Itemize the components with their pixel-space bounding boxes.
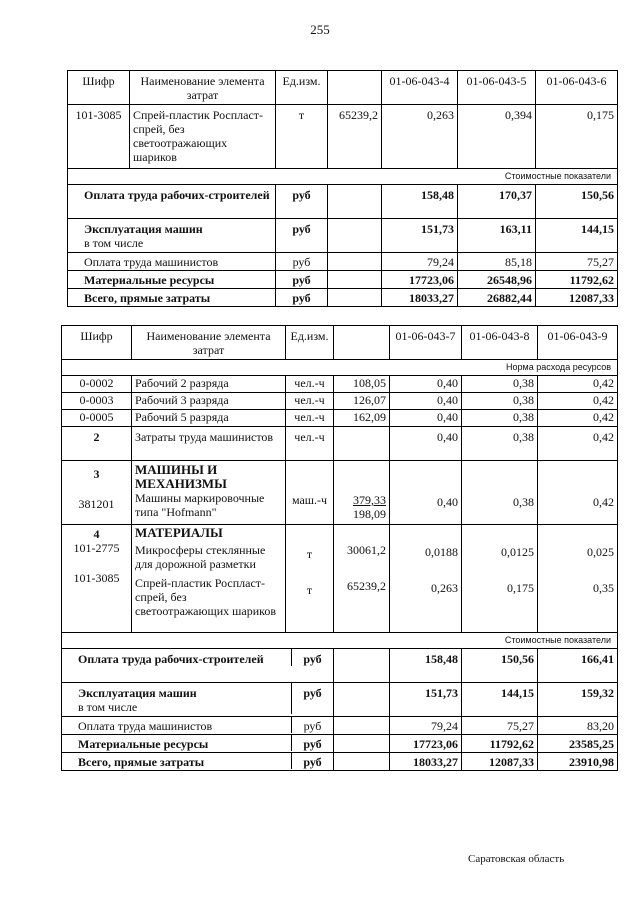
cost-value-3: 23585,25 [538,735,618,753]
cost-name: Эксплуатация машин [84,222,203,236]
table-row [62,393,618,410]
materials-unit-cell [286,525,334,633]
material-value-2: 0,0125 [501,545,534,559]
item-value-2: 0,394 [458,105,536,169]
cost-value-3: 83,20 [538,717,618,735]
labor-code: 2 [62,427,132,461]
machine-value-3: 0,42 [538,461,618,525]
cost-name: Оплата труда рабочих-строителей [68,185,276,219]
worker-name: Рабочий 2 разряда [132,376,286,393]
cost-unit: руб [291,649,333,666]
cost-name: Эксплуатация машин [78,686,197,700]
cost-name: Всего, прямые затраты [68,289,276,307]
table-row [62,427,618,461]
norm-section-header: Норма расхода ресурсов [62,360,618,376]
cost-value-1: 18033,27 [390,753,462,771]
materials-name-cell [132,525,286,633]
header-row [62,326,618,360]
empty-cell [328,289,382,307]
table-row [62,735,618,753]
materials-value-3-cell [538,525,618,633]
cost-value-1: 158,48 [390,649,462,683]
material-value-2: 0,175 [507,581,534,595]
header-unit: Ед.изм. [286,326,334,360]
materials-row [62,525,618,633]
worker-code: 0-0003 [62,393,132,410]
cost-value-1: 18033,27 [382,289,458,307]
cost-table-2 [61,325,618,771]
table-row [62,753,618,771]
cost-value-1: 79,24 [382,253,458,271]
empty-cell [328,185,382,219]
worker-code: 0-0002 [62,376,132,393]
norm-header-row [62,360,618,376]
header-name: Наименование элемента затрат [132,326,286,360]
header-code: Шифр [68,71,130,105]
cost-line [62,717,333,733]
empty-cell [334,753,390,771]
header-col-2: 01-06-043-8 [462,326,538,360]
material-value-1: 0,0188 [425,545,458,559]
material-unit: т [306,583,313,597]
labor-value-2: 0,38 [462,427,538,461]
cost-unit: руб [276,271,328,289]
item-value-1: 0,263 [382,105,458,169]
empty-cell [334,735,390,753]
header-col-1: 01-06-043-4 [382,71,458,105]
header-col-2: 01-06-043-5 [458,71,536,105]
machine-unit: маш.-ч [286,461,334,525]
material-value-1: 0,263 [431,581,458,595]
cost-value-3: 23910,98 [538,753,618,771]
cost-value-1: 17723,06 [382,271,458,289]
cost-value-2: 26548,96 [458,271,536,289]
table-row [62,649,618,683]
empty-cell [328,219,382,253]
cost-value-2: 170,37 [458,185,536,219]
material-name: Спрей-пластик Роспласт-спрей, без светоотражающих шариков [135,576,277,618]
cost-value-3: 166,41 [538,649,618,683]
cost-value-2: 163,11 [458,219,536,253]
cost-name-wrap [62,753,334,771]
cost-unit: руб [276,219,328,253]
cost-name: Всего, прямые затраты [78,755,205,769]
page-number: 255 [310,22,330,37]
worker-value-2: 0,38 [462,376,538,393]
cost-value-1: 79,24 [390,717,462,735]
cost-value-1: 158,48 [382,185,458,219]
machine-price-1: 379,33 [353,493,386,507]
cost-name-cell [68,219,276,253]
empty-cell [328,271,382,289]
cost-header-row [62,633,618,649]
machines-name-cell [132,461,286,525]
machines-code-cell [62,461,132,525]
material-value-3: 0,025 [587,545,614,559]
cost-unit: руб [276,185,328,219]
header-unit: Ед.изм. [276,71,328,105]
table-row [62,410,618,427]
machine-name: Машины маркировочные типа "Hofmann" [135,491,265,519]
cost-name-wrap [62,717,334,735]
item-code: 101-3085 [68,105,130,169]
table-row [62,717,618,735]
item-name: Спрей-пластик Роспласт-спрей, без светоотражающих шариков [130,105,276,169]
header-col-3: 01-06-043-6 [536,71,618,105]
cost-value-2: 26882,44 [458,289,536,307]
cost-value-3: 159,32 [538,683,618,717]
empty-cell [334,427,390,461]
materials-code-cell [62,525,132,633]
machine-price-cell [334,461,390,525]
material-code: 101-2775 [73,541,120,555]
table-row [62,683,618,717]
machine-price-2: 198,09 [353,507,386,521]
material-name: Микросферы стеклянные для дорожной разметки [135,543,266,571]
item-value-3: 0,175 [536,105,618,169]
worker-name: Рабочий 5 разряда [132,410,286,427]
materials-section-code: 4 [93,527,100,541]
header-row [68,71,618,105]
cost-line [62,735,333,751]
cost-value-2: 144,15 [462,683,538,717]
worker-unit: чел.-ч [286,376,334,393]
cost-name-sub: в том числе [84,236,144,250]
table-row [62,376,618,393]
cost-value-2: 11792,62 [462,735,538,753]
machines-section-code: 3 [93,467,100,481]
cost-value-1: 151,73 [382,219,458,253]
cost-unit: руб [291,717,333,733]
header-name: Наименование элемента затрат [130,71,276,105]
footer-region: Саратовская область [468,853,565,865]
worker-unit: чел.-ч [286,410,334,427]
worker-value-2: 0,38 [462,393,538,410]
cost-name: Материальные ресурсы [78,737,209,751]
cost-table-1 [67,70,618,307]
table-row [68,219,618,253]
cost-name-wrap [62,683,334,717]
cost-unit: руб [291,683,333,714]
worker-value-1: 0,40 [390,410,462,427]
worker-price: 126,07 [334,393,390,410]
cost-value-2: 85,18 [458,253,536,271]
machine-code: 381201 [78,497,115,511]
labor-unit: чел.-ч [286,427,334,461]
item-price: 65239,2 [328,105,382,169]
cost-name: Оплата труда машинистов [78,719,213,733]
header-price [334,326,390,360]
cost-value-3: 75,27 [536,253,618,271]
material-code: 101-3085 [73,571,120,585]
worker-name: Рабочий 3 разряда [132,393,286,410]
cost-name: Оплата труда рабочих-строителей [78,652,264,666]
materials-price-cell [334,525,390,633]
material-value-3: 0,35 [593,581,614,595]
worker-value-3: 0,42 [538,393,618,410]
header-price [328,71,382,105]
cost-name: Материальные ресурсы [68,271,276,289]
cost-name-wrap [62,735,334,753]
table-row [68,185,618,219]
table-row [68,271,618,289]
cost-value-3: 11792,62 [536,271,618,289]
empty-cell [334,683,390,717]
item-unit: т [276,105,328,169]
cost-unit: руб [276,289,328,307]
cost-value-3: 144,15 [536,219,618,253]
cost-header-row [68,169,618,185]
table-row [68,289,618,307]
cost-value-2: 75,27 [462,717,538,735]
worker-value-2: 0,38 [462,410,538,427]
worker-code: 0-0005 [62,410,132,427]
cost-value-1: 151,73 [390,683,462,717]
header-col-3: 01-06-043-9 [538,326,618,360]
worker-value-1: 0,40 [390,393,462,410]
cost-value-2: 150,56 [462,649,538,683]
material-price: 65239,2 [347,579,386,593]
labor-value-1: 0,40 [390,427,462,461]
cost-section-header: Стоимостные показатели [68,169,618,185]
cost-name-sub: в том числе [78,700,138,714]
cost-value-3: 150,56 [536,185,618,219]
table-row [68,105,618,169]
cost-unit: руб [291,753,333,769]
worker-value-3: 0,42 [538,376,618,393]
labor-name: Затраты труда машинистов [132,427,286,461]
cost-value-3: 12087,33 [536,289,618,307]
cost-line [62,649,333,666]
cost-value-2: 12087,33 [462,753,538,771]
material-unit: т [306,547,313,561]
cost-value-1: 17723,06 [390,735,462,753]
table-row [68,253,618,271]
material-price: 30061,2 [347,543,386,557]
cost-unit: руб [291,735,333,751]
cost-unit: руб [276,253,328,271]
worker-value-1: 0,40 [390,376,462,393]
worker-unit: чел.-ч [286,393,334,410]
cost-name-wrap [62,649,334,683]
worker-price: 108,05 [334,376,390,393]
machine-value-1: 0,40 [390,461,462,525]
header-code: Шифр [62,326,132,360]
header-col-1: 01-06-043-7 [390,326,462,360]
empty-cell [334,717,390,735]
worker-price: 162,09 [334,410,390,427]
materials-value-1-cell [390,525,462,633]
cost-line [62,753,333,769]
machines-section-title: МАШИНЫ И МЕХАНИЗМЫ [135,462,227,491]
machines-row [62,461,618,525]
cost-line [62,683,333,714]
labor-value-3: 0,42 [538,427,618,461]
machine-value-2: 0,38 [462,461,538,525]
materials-section-title: МАТЕРИАЛЫ [135,525,223,540]
empty-cell [328,253,382,271]
empty-cell [334,649,390,683]
cost-section-header: Стоимостные показатели [62,633,618,649]
worker-value-3: 0,42 [538,410,618,427]
materials-value-2-cell [462,525,538,633]
cost-name: Оплата труда машинистов [68,253,276,271]
cost-name-cell [62,683,291,714]
